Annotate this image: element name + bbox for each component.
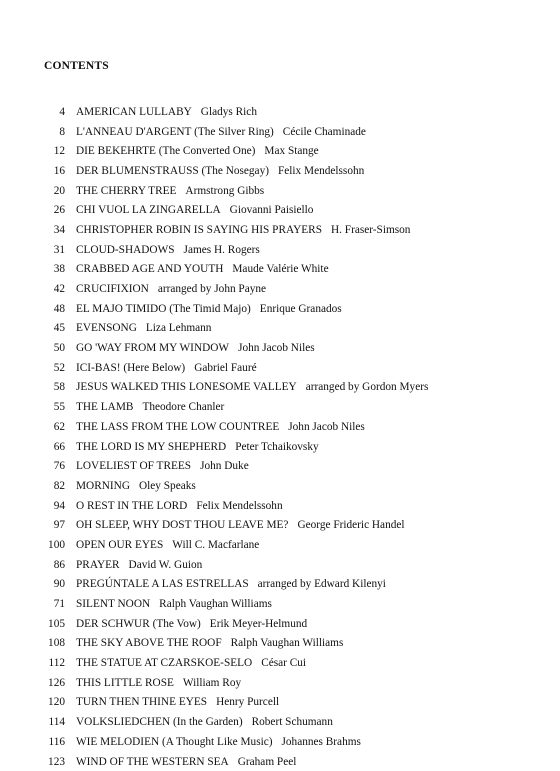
page-number: 76 xyxy=(53,460,65,473)
composer-name: Oley Speaks xyxy=(138,479,196,492)
composer-name: Will C. Macfarlane xyxy=(172,538,260,551)
composer-name: John Jacob Niles xyxy=(238,342,315,355)
composer-name: Ralph Vaughan Williams xyxy=(230,637,344,650)
page-number: 114 xyxy=(48,716,65,729)
composer-name: Johannes Brahms xyxy=(281,735,361,748)
page-number: 34 xyxy=(53,223,65,236)
song-title: THIS LITTLE ROSE xyxy=(76,676,174,689)
page-number: 50 xyxy=(53,342,65,355)
page-number: 55 xyxy=(53,401,65,414)
composer-name: John Jacob Niles xyxy=(288,420,365,433)
song-title: CHI VUOL LA ZINGARELLA xyxy=(76,204,221,217)
list-item xyxy=(40,260,540,280)
song-title: CLOUD-SHADOWS xyxy=(76,243,175,256)
song-title: JESUS WALKED THIS LONESOME VALLEY xyxy=(76,381,297,394)
song-title: DER SCHWUR (The Vow) xyxy=(76,617,201,630)
list-item xyxy=(40,732,540,752)
composer-name: Graham Peel xyxy=(237,755,297,768)
list-item xyxy=(40,752,540,771)
page-number: 20 xyxy=(53,184,65,197)
composer-name: Henry Purcell xyxy=(216,696,280,709)
song-title: THE STATUE AT CZARSKOE-SELO xyxy=(76,657,253,670)
song-title: AMERICAN LULLABY xyxy=(76,105,192,118)
list-item xyxy=(40,102,540,122)
song-title: LOVELIEST OF TREES xyxy=(76,460,192,473)
composer-name: Ralph Vaughan Williams xyxy=(159,598,272,611)
list-item xyxy=(40,279,540,299)
composer-name: Peter Tchaikovsky xyxy=(235,440,319,453)
page-number: 94 xyxy=(53,499,65,512)
list-item xyxy=(40,417,540,437)
composer-name: César Cui xyxy=(261,657,307,670)
song-title: THE LAMB xyxy=(76,401,134,414)
page-number: 116 xyxy=(48,735,65,748)
song-title: THE CHERRY TREE xyxy=(76,184,177,197)
song-title: PRAYER xyxy=(76,558,120,571)
song-title: TURN THEN THINE EYES xyxy=(76,696,208,709)
composer-name: James H. Rogers xyxy=(183,243,260,256)
list-item xyxy=(40,555,540,575)
page-number: 86 xyxy=(53,558,65,571)
page-title: CONTENTS xyxy=(44,60,109,72)
composer-name: Armstrong Gibbs xyxy=(185,184,265,197)
composer-name: David W. Guion xyxy=(128,558,203,571)
list-item xyxy=(40,673,540,693)
list-item xyxy=(40,614,540,634)
page-number: 126 xyxy=(48,676,65,689)
page-number: 71 xyxy=(53,598,65,611)
page-number: 120 xyxy=(48,696,65,709)
list-item xyxy=(40,653,540,673)
page-number: 58 xyxy=(53,381,65,394)
page-number: 38 xyxy=(53,263,65,276)
song-title: CRABBED AGE AND YOUTH xyxy=(76,263,224,276)
composer-name: Erik Meyer-Helmund xyxy=(209,617,308,630)
song-title: O REST IN THE LORD xyxy=(76,499,188,512)
song-title: EL MAJO TIMIDO (The Timid Majo) xyxy=(76,302,251,315)
song-title: MORNING xyxy=(76,479,130,492)
song-title: DIE BEKEHRTE (The Converted One) xyxy=(76,145,256,158)
page-number: 97 xyxy=(53,519,65,532)
song-title: CRUCIFIXION xyxy=(76,283,149,296)
page-number: 45 xyxy=(53,322,65,335)
song-title: PREGÚNTALE A LAS ESTRELLAS xyxy=(76,578,249,591)
page-number: 82 xyxy=(53,479,65,492)
list-item xyxy=(40,594,540,614)
list-item xyxy=(40,437,540,457)
page-number: 31 xyxy=(53,243,65,256)
contents-list xyxy=(40,102,540,771)
list-item xyxy=(40,496,540,516)
composer-name: George Frideric Handel xyxy=(297,519,405,532)
song-title: OPEN OUR EYES xyxy=(76,538,164,551)
song-title: DER BLUMENSTRAUSS (The Nosegay) xyxy=(76,164,269,177)
list-item xyxy=(40,338,540,358)
list-item xyxy=(40,712,540,732)
composer-name: Max Stange xyxy=(264,145,319,158)
composer-name: Cécile Chaminade xyxy=(282,125,366,138)
list-item xyxy=(40,515,540,535)
composer-name: Theodore Chanler xyxy=(142,401,225,414)
page-number: 26 xyxy=(53,204,65,217)
song-title: SILENT NOON xyxy=(76,598,151,611)
list-item xyxy=(40,397,540,417)
page-number: 66 xyxy=(53,440,65,453)
composer-name: Robert Schumann xyxy=(251,716,333,729)
list-item xyxy=(40,161,540,181)
list-item xyxy=(40,575,540,595)
composer-name: John Duke xyxy=(200,460,249,473)
song-title: ICI-BAS! (Here Below) xyxy=(76,361,186,374)
page-number: 42 xyxy=(53,283,65,296)
song-title: GO 'WAY FROM MY WINDOW xyxy=(76,342,230,355)
list-item xyxy=(40,378,540,398)
composer-name: H. Fraser-Simson xyxy=(330,223,411,236)
song-title: VOLKSLIEDCHEN (In the Garden) xyxy=(76,716,243,729)
page-number: 123 xyxy=(48,755,65,768)
list-item xyxy=(40,476,540,496)
list-item xyxy=(40,634,540,654)
page-number: 90 xyxy=(53,578,65,591)
page-number: 108 xyxy=(48,637,65,650)
list-item xyxy=(40,693,540,713)
list-item xyxy=(40,181,540,201)
song-title: WIE MELODIEN (A Thought Like Music) xyxy=(76,735,273,748)
song-title: THE LASS FROM THE LOW COUNTREE xyxy=(76,420,280,433)
list-item xyxy=(40,299,540,319)
list-item xyxy=(40,122,540,142)
list-item xyxy=(40,220,540,240)
page-number: 112 xyxy=(48,657,65,670)
page-number: 8 xyxy=(59,125,65,138)
song-title: OH SLEEP, WHY DOST THOU LEAVE ME? xyxy=(76,519,289,532)
page-number: 4 xyxy=(59,105,65,118)
composer-name: Gladys Rich xyxy=(200,105,257,118)
list-item xyxy=(40,358,540,378)
composer-name: Felix Mendelssohn xyxy=(277,164,365,177)
page-number: 16 xyxy=(53,164,65,177)
composer-name: arranged by Edward Kilenyi xyxy=(257,578,386,591)
composer-name: Maude Valérie White xyxy=(232,263,329,276)
composer-name: William Roy xyxy=(182,676,242,689)
page-number: 62 xyxy=(53,420,65,433)
composer-name: Liza Lehmann xyxy=(145,322,212,335)
page-number: 105 xyxy=(48,617,65,630)
song-title: THE LORD IS MY SHEPHERD xyxy=(76,440,227,453)
composer-name: arranged by John Payne xyxy=(157,283,267,296)
composer-name: Felix Mendelssohn xyxy=(196,499,283,512)
composer-name: Giovanni Paisiello xyxy=(229,204,314,217)
song-title: WIND OF THE WESTERN SEA xyxy=(76,755,229,768)
list-item xyxy=(40,141,540,161)
page-number: 48 xyxy=(53,302,65,315)
list-item xyxy=(40,319,540,339)
composer-name: Gabriel Fauré xyxy=(194,361,257,374)
page-number: 52 xyxy=(53,361,65,374)
composer-name: Enrique Granados xyxy=(259,302,342,315)
song-title: CHRISTOPHER ROBIN IS SAYING HIS PRAYERS xyxy=(76,223,322,236)
song-title: L'ANNEAU D'ARGENT (The Silver Ring) xyxy=(76,125,274,138)
song-title: THE SKY ABOVE THE ROOF xyxy=(76,637,222,650)
page-number: 12 xyxy=(53,145,65,158)
list-item xyxy=(40,200,540,220)
page-number: 100 xyxy=(48,538,65,551)
composer-name: arranged by Gordon Myers xyxy=(305,381,429,394)
list-item xyxy=(40,240,540,260)
song-title: EVENSONG xyxy=(76,322,137,335)
list-item xyxy=(40,535,540,555)
list-item xyxy=(40,456,540,476)
